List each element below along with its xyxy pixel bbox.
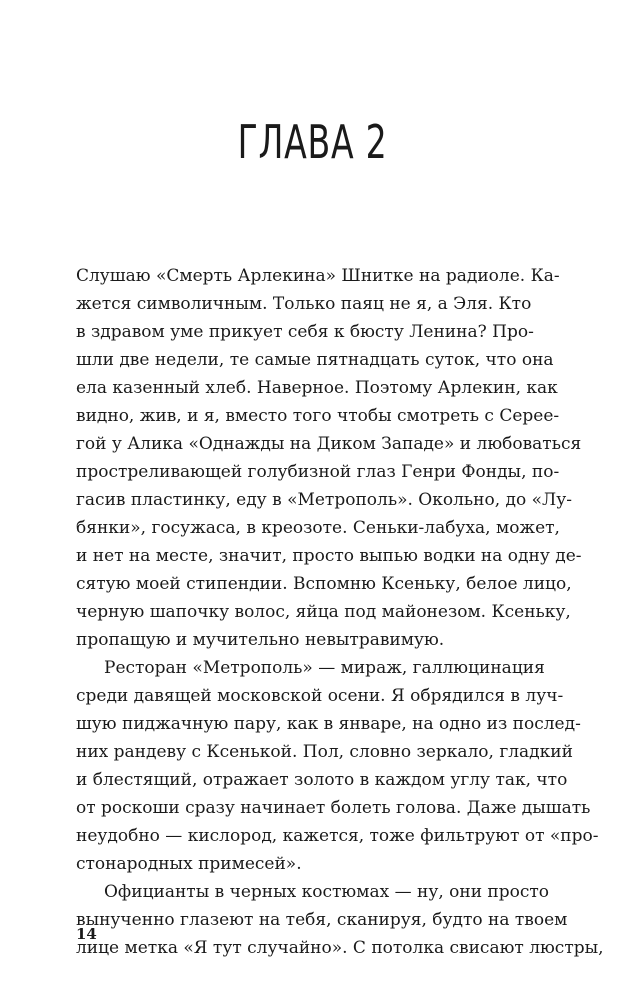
- text-line: сятую моей стипендии. Вспомню Ксеньку, белое лицо,: [76, 574, 572, 594]
- text-line: и нет на месте, значит, просто выпью водки на одну де-: [76, 546, 582, 566]
- text-line: черную шапочку волос, яйца под майонезом. Ксеньку,: [76, 602, 571, 622]
- text-line: пропащую и мучительно невытравимую.: [76, 630, 445, 650]
- text-line: гасив пластинку, еду в «Метрополь». Окольно, до «Лу-: [76, 490, 572, 510]
- text-line: шли две недели, те самые пятнадцать суток, что она: [76, 350, 554, 370]
- text-line: бянки», госужаса, в креозоте. Сеньки-лабуха, может,: [76, 518, 560, 538]
- text-line: Официанты в черных костюмах — ну, они просто: [104, 882, 550, 902]
- text-line: видно, жив, и я, вместо того чтобы смотреть с Серее-: [76, 406, 560, 426]
- text-line: простреливающей голубизной глаз Генри Фонды, по-: [76, 462, 560, 482]
- text-line: них рандеву с Ксенькой. Пол, словно зеркало, гладкий: [76, 742, 573, 762]
- text-line: и блестящий, отражает золото в каждом углу так, что: [76, 770, 568, 790]
- chapter-title: ГЛАВА 2: [237, 115, 388, 169]
- text-line: неудобно — кислород, кажется, тоже фильтруют от «про-: [76, 826, 599, 846]
- text-line: жется символичным. Только паяц не я, а Эля. Кто: [76, 294, 532, 314]
- text-line: лице метка «Я тут случайно». С потолка свисают люстры,: [76, 938, 604, 958]
- text-line: в здравом уме прикует себя к бюсту Ленина? Про-: [76, 322, 534, 342]
- text-line: ела казенный хлеб. Наверное. Поэтому Арлекин, как: [76, 378, 558, 398]
- text-line: гой у Алика «Однажды на Диком Западе» и любоваться: [76, 434, 582, 454]
- text-line: от роскоши сразу начинает болеть голова. Даже дышать: [76, 798, 591, 818]
- text-line: среди давящей московской осени. Я обрядился в луч-: [76, 686, 564, 706]
- text-line: вынученно глазеют на тебя, сканируя, будто на твоем: [76, 910, 568, 930]
- body-text: [76, 262, 604, 962]
- page-number: 14: [76, 925, 97, 943]
- text-line: Ресторан «Метрополь» — мираж, галлюцинация: [104, 658, 545, 678]
- text-line: шую пиджачную пару, как в январе, на одно из послед-: [76, 714, 581, 734]
- text-line: Слушаю «Смерть Арлекина» Шнитке на радиоле. Ка-: [76, 266, 560, 286]
- text-line: стонародных примесей».: [76, 854, 302, 874]
